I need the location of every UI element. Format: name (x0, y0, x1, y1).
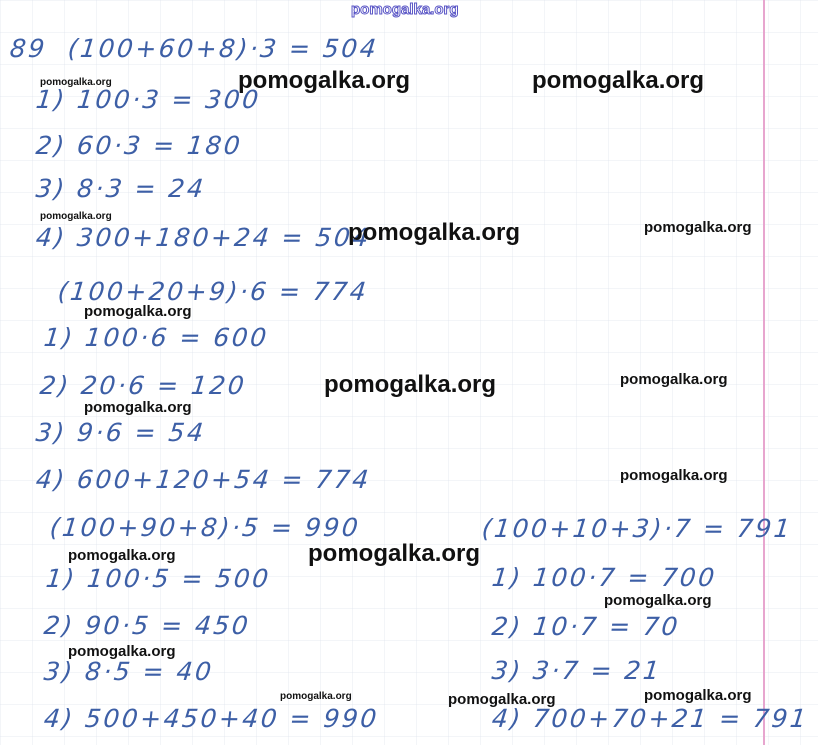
watermark: pomogalka.org (84, 303, 192, 320)
watermark: pomogalka.org (620, 371, 728, 388)
expression-1-step-2: 2) 60·3 = 180 (34, 131, 244, 160)
watermark: pomogalka.org (238, 67, 411, 94)
watermark: pomogalka.org (280, 691, 352, 702)
expression-2-step-4: 4) 600+120+54 = 774 (34, 465, 373, 494)
site-header-watermark: pomogalka.org (351, 1, 459, 18)
watermark: pomogalka.org (308, 540, 481, 567)
watermark: pomogalka.org (68, 547, 176, 564)
problem-number: 89 (8, 34, 49, 63)
expression-3-step-1: 1) 100·5 = 500 (44, 564, 273, 593)
watermark: pomogalka.org (604, 592, 712, 609)
watermark: pomogalka.org (68, 643, 176, 660)
expression-3-step-3: 3) 8·5 = 40 (42, 657, 216, 686)
expression-4-step-1: 1) 100·7 = 700 (490, 563, 719, 592)
expression-3-step-2: 2) 90·5 = 450 (42, 611, 252, 640)
expression-1: (100+60+8)·3 = 504 (66, 34, 380, 63)
expression-1-step-1: 1) 100·3 = 300 (34, 85, 263, 114)
watermark: pomogalka.org (644, 219, 752, 236)
watermark: pomogalka.org (84, 399, 192, 416)
watermark: pomogalka.org (40, 77, 112, 88)
watermark: pomogalka.org (40, 211, 112, 222)
margin-line (763, 0, 765, 745)
watermark: pomogalka.org (644, 687, 752, 704)
expression-3: (100+90+8)·5 = 990 (48, 513, 362, 542)
expression-4-step-4: 4) 700+70+21 = 791 (490, 704, 810, 733)
expression-2-step-1: 1) 100·6 = 600 (42, 323, 271, 352)
expression-3-step-4: 4) 500+450+40 = 990 (42, 704, 381, 733)
watermark: pomogalka.org (532, 67, 705, 94)
watermark: pomogalka.org (324, 371, 497, 398)
watermark: pomogalka.org (620, 467, 728, 484)
expression-2: (100+20+9)·6 = 774 (56, 277, 370, 306)
expression-4: (100+10+3)·7 = 791 (480, 514, 794, 543)
expression-1-step-4: 4) 300+180+24 = 504 (34, 223, 373, 252)
expression-2-step-2: 2) 20·6 = 120 (38, 371, 248, 400)
watermark: pomogalka.org (348, 219, 521, 246)
watermark: pomogalka.org (448, 691, 556, 708)
expression-4-step-3: 3) 3·7 = 21 (490, 656, 664, 685)
expression-1-step-3: 3) 8·3 = 24 (34, 174, 208, 203)
expression-2-step-3: 3) 9·6 = 54 (34, 418, 208, 447)
expression-4-step-2: 2) 10·7 = 70 (490, 612, 682, 641)
